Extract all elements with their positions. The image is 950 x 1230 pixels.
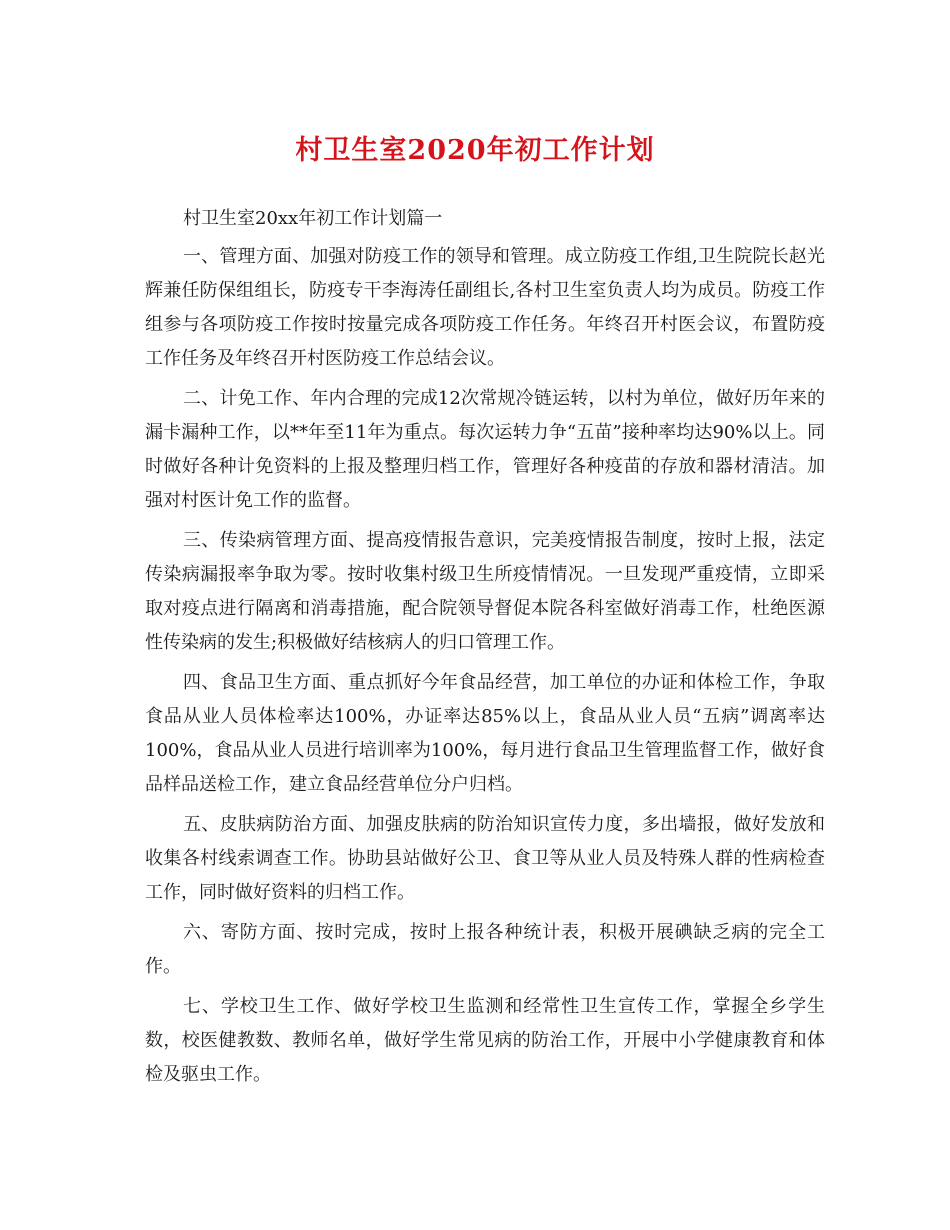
paragraph-skin-disease: 五、皮肤病防治方面、加强皮肤病的防治知识宣传力度，多出墙报，做好发放和收集各村线索调查工作。协助县站做好公卫、食卫等从业人员及特殊人群的性病检查工作，同时做好资料的归档工作。 bbox=[145, 814, 825, 903]
paragraph-infectious-disease: 三、传染病管理方面、提高疫情报告意识，完美疫情报告制度，按时上报，法定传染病漏报率争取为零。按时收集村级卫生所疫情情况。一旦发现严重疫情，立即采取对疫点进行隔离和消毒措施，配合院领导督促本院各科室做好消毒工作，杜绝医源性传染病的发生;积极做好结核病人的归口管理工作。 bbox=[145, 530, 825, 653]
paragraph-management: 一、管理方面、加强对防疫工作的领导和管理。成立防疫工作组,卫生院院长赵光辉兼任防保组组长，防疫专干李海涛任副组长,各村卫生室负责人均为成员。防疫工作组参与各项防疫工作按时按量完成各项防疫工作任务。年终召开村医会议，布置防疫工作任务及年终召开村医防疫工作总结会议。 bbox=[145, 246, 825, 369]
section-heading: 村卫生室20xx年初工作计划篇一 bbox=[183, 208, 443, 229]
paragraph-parasite-prevention: 六、寄防方面、按时完成，按时上报各种统计表，积极开展碘缺乏病的完全工作。 bbox=[145, 922, 825, 977]
paragraph-food-hygiene: 四、食品卫生方面、重点抓好今年食品经营，加工单位的办证和体检工作，争取食品从业人员体检率达100%，办证率达85%以上，食品从业人员“五病”调离率达100%，食品从业人员进行培训率为100%，每月进行食品卫生管理监督工作，做好食品样品送检工作，建立食品经营单位分户归档。 bbox=[145, 672, 825, 795]
paragraph-immunization: 二、计免工作、年内合理的完成12次常规冷链运转，以村为单位，做好历年来的漏卡漏种工作，以**年至11年为重点。每次运转力争“五苗”接种率均达90%以上。同时做好各种计免资料的上报及整理归档工作，管理好各种疫苗的存放和器材清洁。加强对村医计免工作的监督。 bbox=[145, 388, 825, 511]
paragraph-school-hygiene: 七、学校卫生工作、做好学校卫生监测和经常性卫生宣传工作，掌握全乡学生数，校医健教数、教师名单，做好学生常见病的防治工作，开展中小学健康教育和体检及驱虫工作。 bbox=[145, 996, 825, 1085]
document-title: 村卫生室2020年初工作计划 bbox=[295, 135, 655, 166]
document-body bbox=[145, 202, 825, 1098]
